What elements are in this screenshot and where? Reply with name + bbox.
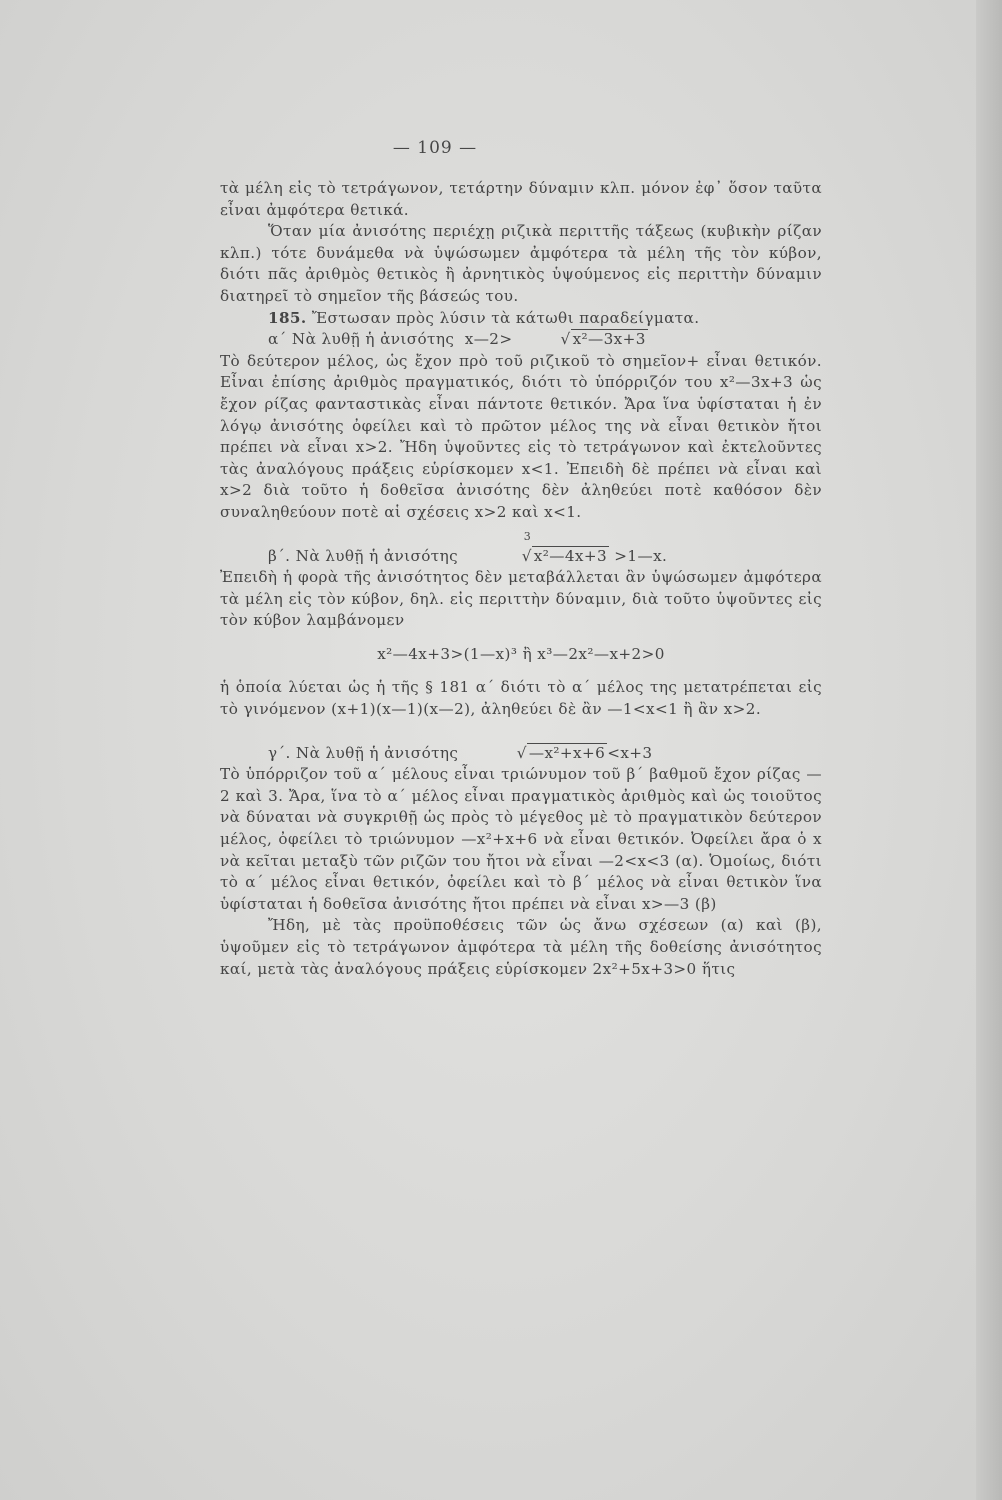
square-root: √ —x²+x+6 xyxy=(516,743,606,762)
section-title: Ἔστωσαν πρὸς λύσιν τὰ κάτωθι παραδείγματα. xyxy=(311,308,700,327)
example-b-formula: x²—4x+3>(1—x)³ ἢ x³—2x²—x+2>0 xyxy=(377,644,665,663)
example-c-body-2: Ἤδη, μὲ τὰς προϋποθέσεις τῶν ὡς ἄνω σχέσεων (α) καὶ (β), ὑψοῦμεν εἰς τὸ τετράγωνον ἀμφότερα τὰ μέλη τῆς δοθείσης ἀνισότητος καί, μετὰ τὰς ἀναλόγους πράξεις εὑρίσκομεν 2x²+5x+3>0 ἥτις xyxy=(220,916,822,978)
example-b-statement xyxy=(220,529,822,568)
page-body xyxy=(220,178,822,980)
example-b-body: Ἐπειδὴ ἡ φορὰ τῆς ἀνισότητος δὲν μεταβάλλεται ἂν ὑψώσωμεν ἀμφότερα τὰ μέλη εἰς τὸν κύβον, δηλ. εἰς περιττὴν δύναμιν, διὰ τοῦτο ὑψοῦντες εἰς τὸν κύβον λαμβάνομεν xyxy=(220,568,822,630)
example-a-lhs: x—2> xyxy=(464,330,513,349)
example-c-statement xyxy=(220,743,822,765)
example-b-body-2: ἡ ὁποία λύεται ὡς ἡ τῆς § 181 α΄ διότι τὸ α΄ μέλος της μετατρέπεται εἰς τὸ γινόμενον (x+1)(x—1)(x—2), ἀληθεύει δὲ ἂν —1<x<1 ἢ ἂν x>2. xyxy=(220,678,822,719)
example-c-radicand: —x²+x+6 xyxy=(528,743,606,762)
cube-root: 3 √ x²—4x+3 xyxy=(474,546,609,568)
example-b-radicand: x²—4x+3 xyxy=(533,546,608,565)
example-a-statement xyxy=(220,329,822,351)
example-a-radicand: x²—3x+3 xyxy=(572,330,646,349)
example-c-rhs: <x+3 xyxy=(607,743,653,762)
intro-paragraph: τὰ μέλη εἰς τὸ τετράγωνον, τετάρτην δύναμιν κλπ. μόνον ἐφ᾽ ὅσον ταῦτα εἶναι ἀμφότερα θετικά. xyxy=(220,179,822,219)
example-a-body: Τὸ δεύτερον μέλος, ὡς ἔχον πρὸ τοῦ ριζικοῦ τὸ σημεῖον+ εἶναι θετικόν. Εἶναι ἐπίσης ἀριθμὸς πραγματικός, διότι τὸ ὑπόρριζόν του x²—3x+3 ὡς ἔχον ρίζας φανταστικὰς εἶναι πάντοτε θετικόν. Ἄρα ἵνα ὑφίσταται ἡ ἐν λόγῳ ἀνισότης ὀφείλει καὶ τὸ πρῶτον μέλος της νὰ εἶναι θετικὸν ἤτοι πρέπει νὰ εἶναι x>2. Ἤδη ὑψοῦντες εἰς τὸ τετράγωνον καὶ ἐκτελοῦντες τὰς ἀναλόγους πράξεις εὑρίσκομεν x<1. Ἐπειδὴ δὲ πρέπει νὰ εἶναι καὶ x>2 διὰ τοῦτο ἡ δοθεῖσα ἀνισότης δὲν ἀληθεύει ποτὲ καθόσον δὲν συναληθεύουν ποτὲ αἱ σχέσεις x>2 καὶ x<1. xyxy=(220,351,822,521)
square-root: √ x²—3x+3 xyxy=(560,330,646,349)
section-heading xyxy=(220,308,822,330)
example-b-rhs: >1—x. xyxy=(614,546,668,565)
root-index: 3 xyxy=(523,529,532,543)
example-c-body: Τὸ ὑπόρριζον τοῦ α΄ μέλους εἶναι τριώνυμον τοῦ β΄ βαθμοῦ ἔχον ρίζας —2 καὶ 3. Ἄρα, ἵνα τὸ α΄ μέλος εἶναι πραγματικὸς ἀριθμὸς καὶ ὡς τοιοῦτος νὰ δύναται νὰ συγκριθῇ ὡς πρὸς τὸ μέγεθος μὲ τὸ πραγματικὸν δεύτερον μέλος, ὀφείλει τὸ τριώνυμον —x²+x+6 νὰ εἶναι θετικόν. Ὀφείλει ἄρα ὁ x νὰ κεῖται μεταξὺ τῶν ριζῶν του ἤτοι νὰ εἶναι —2<x<3 (α). Ὁμοίως, διότι τὸ α΄ μέλος εἶναι θετικόν, ὀφείλει καὶ τὸ β΄ μέλος νὰ εἶναι θετικὸν ἵνα ὑφίσταται ἡ δοθεῖσα ἀνισότης ἤτοι πρέπει νὰ εἶναι x>—3 (β) xyxy=(220,765,822,913)
page-number: — 109 — xyxy=(392,138,478,158)
section-number: 185. xyxy=(268,308,307,327)
odd-root-paragraph: Ὅταν μία ἀνισότης περιέχῃ ριζικὰ περιττῆς τάξεως (κυβικὴν ρίζαν κλπ.) τότε δυνάμεθα νὰ ὑψώσωμεν ἀμφότερα τὰ μέλη τῆς τὸν κύβον, διότι πᾶς ἀριθμὸς θετικὸς ἢ ἀρνητικὸς ὑψούμενος εἰς περιττὴν δύναμιν διατηρεῖ τὸ σημεῖον τῆς βάσεώς του. xyxy=(220,222,822,305)
example-b-label: β΄. Νὰ λυθῇ ἡ ἀνισότης xyxy=(268,546,459,565)
spacer xyxy=(220,721,822,743)
page-edge-shadow xyxy=(976,0,1002,1500)
example-c-label: γ΄. Νὰ λυθῇ ἡ ἀνισότης xyxy=(268,743,459,762)
example-a-label: α΄ Νὰ λυθῇ ἡ ἀνισότης xyxy=(268,330,455,349)
